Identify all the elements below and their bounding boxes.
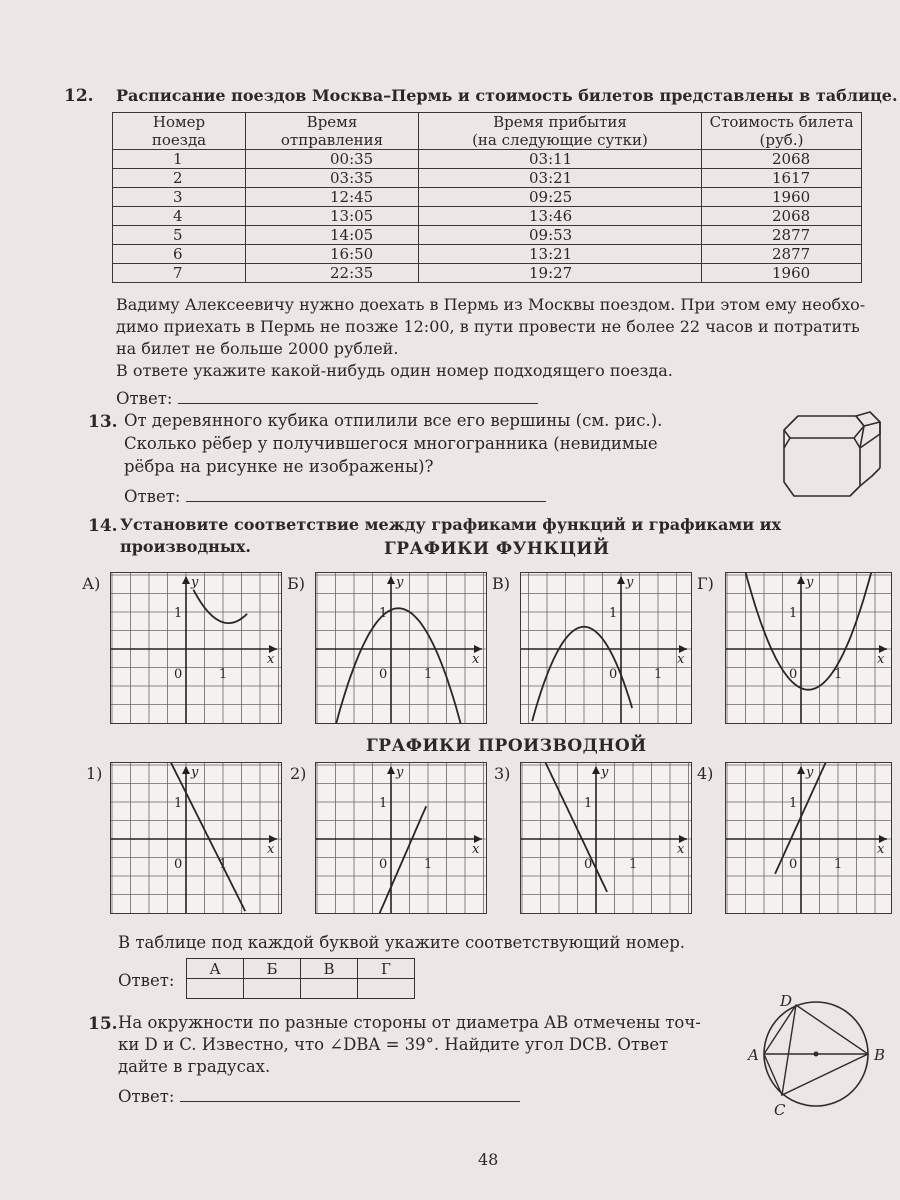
tick-label-y: 1 <box>789 606 798 621</box>
table-row: 1 00:35 03:11 2068 <box>113 150 862 169</box>
function-graph-a <box>110 572 282 724</box>
plot-label-b: Б) <box>287 574 305 593</box>
derivative-graph-1 <box>110 762 282 914</box>
graph-curve <box>324 608 466 724</box>
derivative-graph-4 <box>725 762 892 914</box>
y-axis-arrow <box>592 766 600 774</box>
q15-line1: На окружности по разные стороны от диаметра AB отмечены точ- <box>118 1013 701 1032</box>
grid <box>316 763 486 913</box>
y-axis-label: y <box>806 765 814 780</box>
x-axis-label: x <box>267 842 275 857</box>
y-axis-arrow <box>617 576 625 584</box>
table-row: 3 12:45 09:25 1960 <box>113 188 862 207</box>
y-axis-arrow <box>387 766 395 774</box>
derivatives-title: ГРАФИКИ ПРОИЗВОДНОЙ <box>366 736 647 756</box>
y-axis-label: y <box>601 765 609 780</box>
q14-title: Установите соответствие между графиками функций и графиками их производных. <box>120 515 782 556</box>
q14-number: 14. <box>88 516 118 536</box>
y-axis-arrow <box>797 576 805 584</box>
answer-label: Ответ: <box>124 487 181 506</box>
y-axis-arrow <box>797 766 805 774</box>
plot-label-a: А) <box>82 574 101 593</box>
origin-label: 0 <box>789 856 798 872</box>
y-axis-arrow <box>182 766 190 774</box>
q13-line1: От деревянного кубика отпилили все его вершины (см. рис.). <box>124 411 663 430</box>
y-axis-label: y <box>191 575 199 590</box>
tick-label-y: 1 <box>789 796 798 811</box>
q12-text-line3: на билет не больше 2000 рублей. <box>116 339 399 358</box>
x-axis-label: x <box>472 842 480 857</box>
q12-answer <box>116 388 538 410</box>
origin-label: 0 <box>789 666 798 682</box>
answer-col-a: А <box>187 959 244 979</box>
point-label-c: C <box>774 1101 786 1119</box>
answer-cell-a[interactable] <box>187 979 244 999</box>
q15-line2: ки D и C. Известно, что ∠DBA = 39°. Найдите угол DCB. Ответ <box>118 1035 669 1054</box>
q12-number: 12. <box>64 86 94 106</box>
function-graph-b <box>315 572 487 724</box>
tick-label-y: 1 <box>174 606 183 621</box>
q13-answer <box>124 486 546 508</box>
origin-label: 0 <box>174 856 183 872</box>
point-label-b: B <box>874 1046 886 1064</box>
q13-line3: рёбра на рисунке не изображены)? <box>124 457 434 476</box>
origin-label: 0 <box>609 666 618 682</box>
functions-title: ГРАФИКИ ФУНКЦИЙ <box>384 539 610 559</box>
y-axis-label: y <box>396 575 404 590</box>
answer-label: Ответ: <box>118 1087 175 1106</box>
plot-label-2: 2) <box>290 764 307 783</box>
tick-label-x: 1 <box>654 666 663 682</box>
y-axis-label: y <box>396 765 404 780</box>
circle-figure <box>740 990 890 1120</box>
table-header: Номер поезда <box>113 113 246 150</box>
q12-title: Расписание поездов Москва–Пермь и стоимость билетов представлены в таблице. <box>116 86 898 105</box>
table-row: 4 13:05 13:46 2068 <box>113 207 862 226</box>
grid <box>726 763 891 913</box>
x-axis-label: x <box>677 652 685 667</box>
x-axis-label: x <box>472 652 480 667</box>
grid <box>521 573 691 723</box>
grid <box>726 573 891 723</box>
q12-text-line1: Вадиму Алексеевичу нужно доехать в Пермь из Москвы поездом. При этом ему необхо- <box>116 295 866 314</box>
tick-label-y: 1 <box>174 796 183 811</box>
q12-answer-field[interactable] <box>178 389 538 404</box>
answer-cell-v[interactable] <box>301 979 358 999</box>
grid <box>316 573 486 723</box>
origin-label: 0 <box>379 856 388 872</box>
answer-col-b: Б <box>244 959 301 979</box>
tick-label-y: 1 <box>379 606 388 621</box>
y-axis-arrow <box>182 576 190 584</box>
x-axis-label: x <box>267 652 275 667</box>
answer-col-v: В <box>301 959 358 979</box>
table-header: Стоимость билета (руб.) <box>702 113 862 150</box>
tick-label-y: 1 <box>584 796 593 811</box>
tick-label-x: 1 <box>424 666 433 682</box>
schedule-table <box>112 112 862 283</box>
tick-label-y: 1 <box>609 606 618 621</box>
y-axis-label: y <box>191 765 199 780</box>
origin-label: 0 <box>379 666 388 682</box>
graph-curve <box>168 762 246 911</box>
x-axis-label: x <box>677 842 685 857</box>
point-label-d: D <box>780 992 793 1010</box>
plot-label-1: 1) <box>86 764 103 783</box>
grid <box>111 763 281 913</box>
tick-label-x: 1 <box>219 856 228 872</box>
truncated-cube-figure <box>776 404 886 500</box>
q13-answer-field[interactable] <box>186 487 546 502</box>
q14-answer-table <box>186 958 415 999</box>
q15-number: 15. <box>88 1014 118 1034</box>
q12-text-line2: димо приехать в Пермь не позже 12:00, в пути провести не более 22 часов и потратить <box>116 317 860 336</box>
point-label-a: A <box>748 1046 759 1064</box>
q13-line2: Сколько рёбер у получившегося многогранника (невидимые <box>124 434 658 453</box>
q13-number: 13. <box>88 412 118 432</box>
tick-label-x: 1 <box>834 856 843 872</box>
plot-label-3: 3) <box>494 764 511 783</box>
tick-label-x: 1 <box>219 666 228 682</box>
table-row: 5 14:05 09:53 2877 <box>113 226 862 245</box>
plot-label-g: Г) <box>697 574 714 593</box>
q15-answer-field[interactable] <box>180 1087 520 1102</box>
y-axis-label: y <box>626 575 634 590</box>
answer-label: Ответ: <box>116 389 173 408</box>
x-axis-label: x <box>877 652 885 667</box>
answer-cell-g[interactable] <box>358 979 415 999</box>
y-axis-arrow <box>387 576 395 584</box>
q14-instruction: В таблице под каждой буквой укажите соответствующий номер. <box>118 933 686 952</box>
q14-answer-label: Ответ: <box>118 971 175 990</box>
derivative-graph-3 <box>520 762 692 914</box>
answer-cell-b[interactable] <box>244 979 301 999</box>
plot-label-v: В) <box>492 574 510 593</box>
table-header: Время прибытия (на следующие сутки) <box>419 113 702 150</box>
x-axis-label: x <box>877 842 885 857</box>
table-row: 6 16:50 13:21 2877 <box>113 245 862 264</box>
graph-curve <box>193 590 247 623</box>
answer-col-g: Г <box>358 959 415 979</box>
origin-label: 0 <box>584 856 593 872</box>
function-graph-g <box>725 572 892 724</box>
function-graph-v <box>520 572 692 724</box>
plot-label-4: 4) <box>697 764 714 783</box>
q15-answer <box>118 1086 520 1108</box>
table-row: 2 03:35 03:21 1617 <box>113 169 862 188</box>
derivative-graph-2 <box>315 762 487 914</box>
q12-instruction: В ответе укажите какой-нибудь один номер подходящего поезда. <box>116 361 673 380</box>
tick-label-x: 1 <box>629 856 638 872</box>
table-row: 7 22:35 19:27 1960 <box>113 264 862 283</box>
table-header: Время отправления <box>246 113 419 150</box>
page-number: 48 <box>478 1150 499 1169</box>
tick-label-x: 1 <box>834 666 843 682</box>
tick-label-x: 1 <box>424 856 433 872</box>
tick-label-y: 1 <box>379 796 388 811</box>
origin-label: 0 <box>174 666 183 682</box>
q15-line3: дайте в градусах. <box>118 1057 271 1076</box>
y-axis-label: y <box>806 575 814 590</box>
